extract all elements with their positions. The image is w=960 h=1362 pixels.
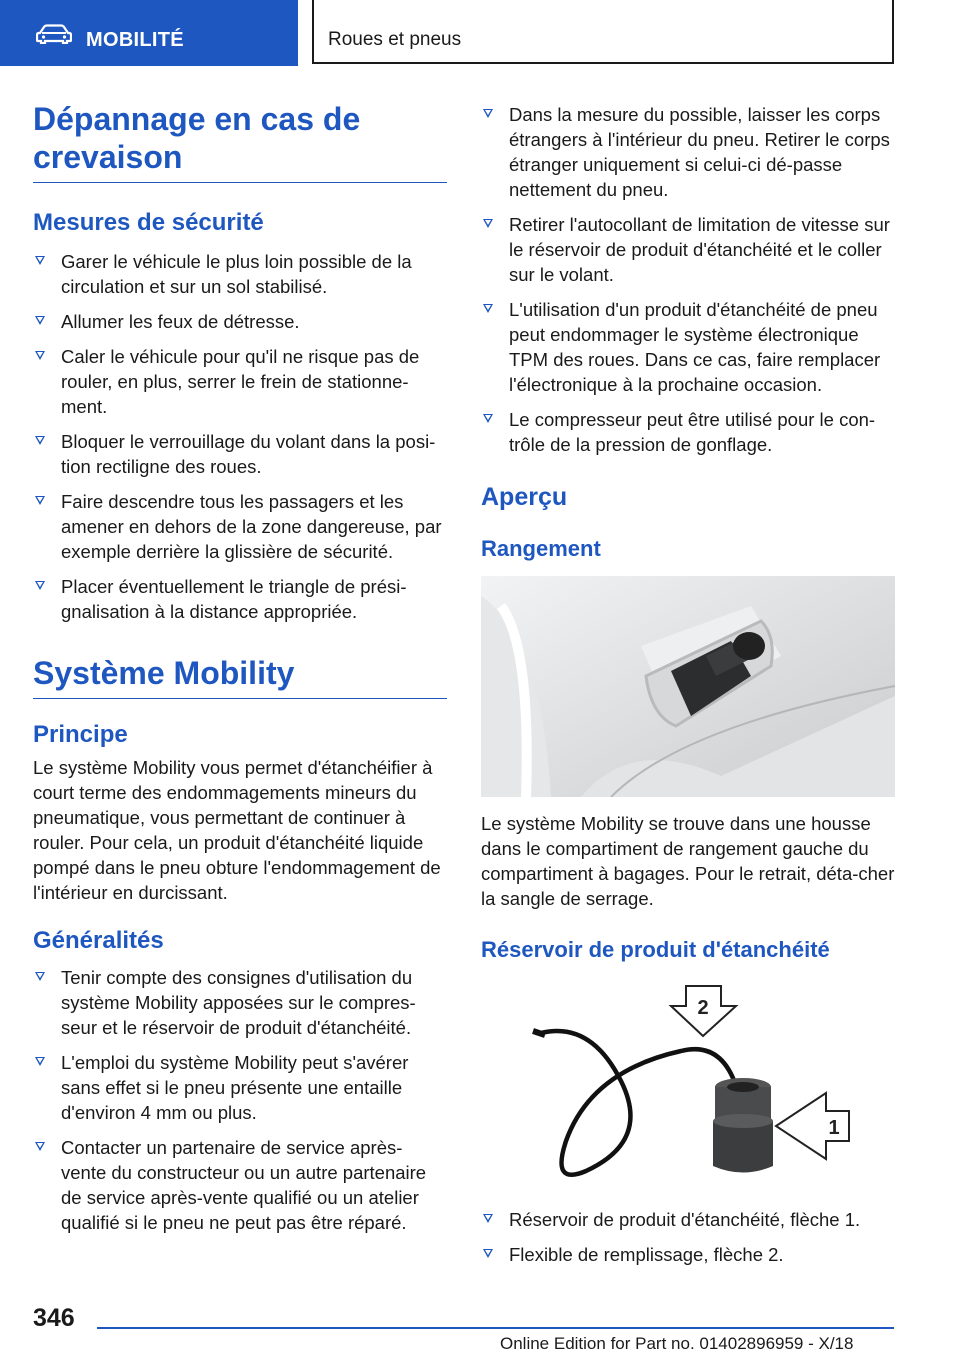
list-item: Contacter un partenaire de service après-vente du constructeur ou un autre partenaire de service après-vente qualifié ou un atelier qualifié si le pneu ne peut pas être réparé. <box>33 1135 447 1235</box>
storage-text: Le système Mobility se trouve dans une housse dans le compartiment de rangement gauche du compartiment à bagages. Pour le retrait, déta-cher la sangle de serrage. <box>481 813 895 909</box>
list-item: L'emploi du système Mobility peut s'avérer sans effet si le pneu présente une entaille d'environ 4 mm ou plus. <box>33 1050 447 1125</box>
page-title: Dépannage en cas de crevaison <box>33 100 447 183</box>
list-item: Tenir compte des consignes d'utilisation du système Mobility apposées sur le compres-seur et le réservoir de produit d'étanchéité. <box>33 965 447 1040</box>
overview-heading: Aperçu <box>481 483 568 511</box>
car-icon <box>36 24 72 44</box>
right-column <box>481 102 897 1267</box>
safety-list <box>33 249 447 624</box>
bullet-triangle-icon <box>35 256 45 265</box>
storage-photo <box>481 576 895 797</box>
list-item: Caler le véhicule pour qu'il ne risque pas de rouler, en plus, serrer le frein de stationne-ment. <box>33 344 447 419</box>
list-item: Allumer les feux de détresse. <box>33 309 447 334</box>
bullet-triangle-icon <box>35 972 45 981</box>
bullet-triangle-icon <box>483 219 493 228</box>
bullet-triangle-icon <box>35 436 45 445</box>
section-label: MOBILITÉ <box>86 29 184 51</box>
list-item: Flexible de remplissage, flèche 2. <box>481 1242 897 1267</box>
bullet-triangle-icon <box>35 1142 45 1151</box>
section-tab[interactable] <box>0 0 298 66</box>
bullet-triangle-icon <box>35 316 45 325</box>
list-item: Garer le véhicule le plus loin possible de la circulation et sur un sol stabilisé. <box>33 249 447 299</box>
page-number: 346 <box>33 1304 75 1332</box>
safety-heading: Mesures de sécurité <box>33 209 264 236</box>
left-column <box>33 100 447 1235</box>
principle-text: Le système Mobility vous permet d'étanchéifier à court terme des endommagements mineurs du pneumatique, vous permettant de continuer à rouler. Pour cela, un produit d'étanchéité liquide pompé dans le pneu obture l'endommagement de l'intérieur en durcissant. <box>33 757 441 903</box>
footer-divider <box>97 1327 894 1329</box>
svg-text:1: 1 <box>828 1117 840 1139</box>
reservoir-diagram <box>481 981 895 1193</box>
list-item: Placer éventuellement le triangle de prési-gnalisation à la distance appropriée. <box>33 574 447 624</box>
bullet-triangle-icon <box>35 351 45 360</box>
arrow-2-icon <box>671 986 736 1036</box>
bullet-triangle-icon <box>483 304 493 313</box>
bullet-triangle-icon <box>35 496 45 505</box>
arrow-1-icon <box>776 1093 849 1159</box>
precaution-list <box>481 102 897 457</box>
edition-label: Online Edition for Part no. 01402896959 - X/18 <box>500 1334 854 1353</box>
bullet-triangle-icon <box>483 1249 493 1258</box>
list-item: Le compresseur peut être utilisé pour le con-trôle de la pression de gonflage. <box>481 407 897 457</box>
storage-heading: Rangement <box>481 536 601 561</box>
general-list <box>33 965 447 1235</box>
bullet-triangle-icon <box>35 1057 45 1066</box>
list-item: Faire descendre tous les passagers et les amener en dehors de la zone dangereuse, par exemple derrière la glissière de sécurité. <box>33 489 447 564</box>
bullet-triangle-icon <box>35 581 45 590</box>
breadcrumb[interactable] <box>312 0 894 64</box>
list-item: L'utilisation d'un produit d'étanchéité de pneu peut endommager le système électronique TPM des roues. Dans ce cas, faire remplacer l'électronique à la prochaine occasion. <box>481 297 897 397</box>
general-heading: Généralités <box>33 927 164 954</box>
svg-text:2: 2 <box>697 997 709 1019</box>
principle-heading: Principe <box>33 721 128 748</box>
reservoir-list <box>481 1207 897 1267</box>
sealant-bottle <box>713 1078 773 1173</box>
filler-hose <box>541 1031 736 1175</box>
reservoir-heading: Réservoir de produit d'étanchéité <box>481 937 830 962</box>
list-item: Dans la mesure du possible, laisser les corps étrangers à l'intérieur du pneu. Retirer le corps étranger uniquement si celui-ci dé-passe nettement du pneu. <box>481 102 897 202</box>
system-title: Système Mobility <box>33 654 447 699</box>
bullet-triangle-icon <box>483 1214 493 1223</box>
bullet-triangle-icon <box>483 414 493 423</box>
list-item: Réservoir de produit d'étanchéité, flèche 1. <box>481 1207 897 1232</box>
list-item: Bloquer le verrouillage du volant dans la posi-tion rectiligne des roues. <box>33 429 447 479</box>
bullet-triangle-icon <box>483 109 493 118</box>
list-item: Retirer l'autocollant de limitation de vitesse sur le réservoir de produit d'étanchéité et le coller sur le volant. <box>481 212 897 287</box>
breadcrumb-label: Roues et pneus <box>328 29 462 50</box>
